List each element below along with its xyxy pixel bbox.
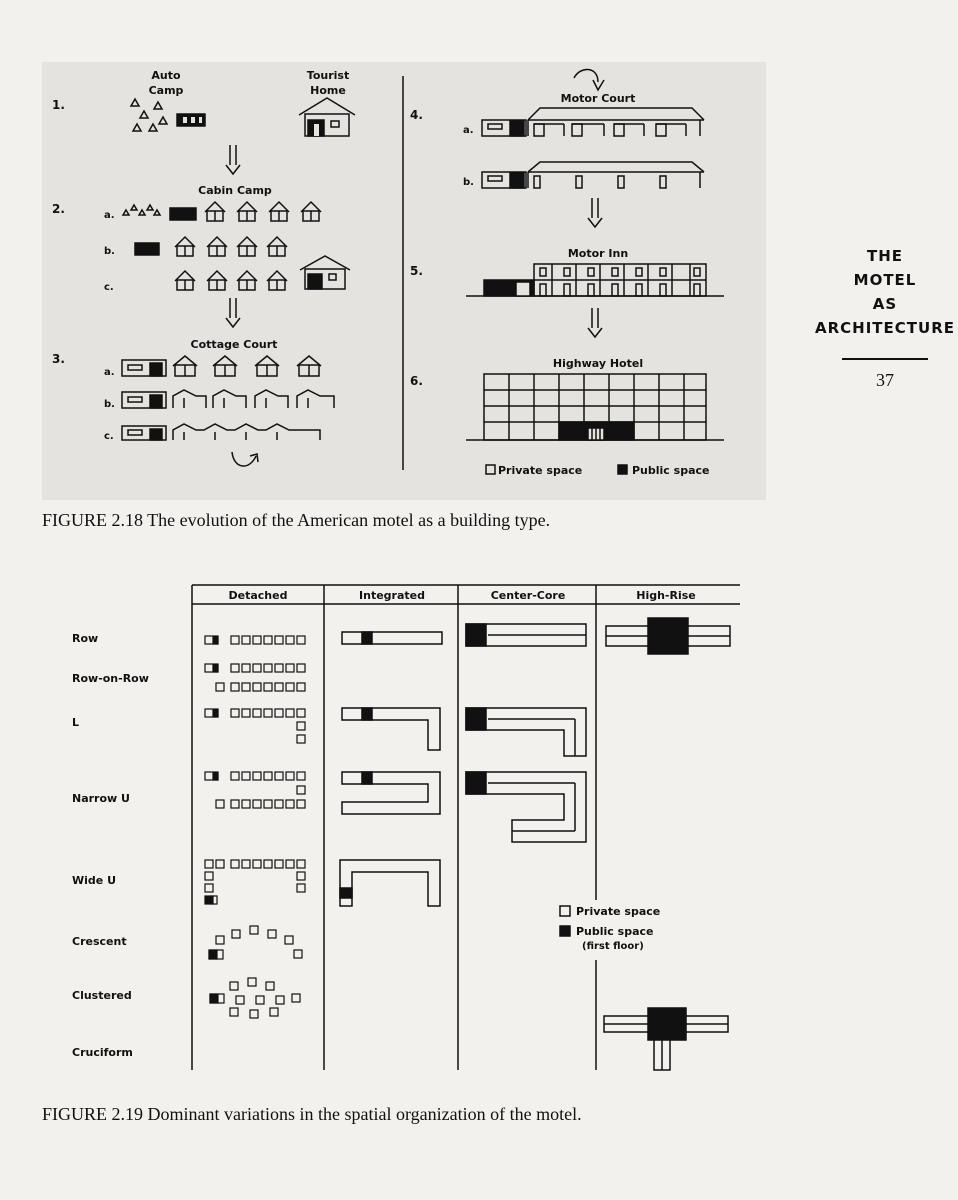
row-label: a. <box>104 210 115 221</box>
auto-camp-label: Auto Camp <box>148 69 184 97</box>
detached-narrow-u <box>205 772 305 808</box>
row-label: L <box>72 716 80 729</box>
integrated-narrow-u <box>342 772 440 814</box>
step-number: 4. <box>410 108 423 122</box>
sidebar-title-line: AS <box>872 295 898 313</box>
column-header: High-Rise <box>636 589 696 602</box>
motor-court-label: Motor Court <box>560 92 636 105</box>
integrated-l <box>342 708 440 750</box>
legend-private-label: Private space <box>576 905 661 918</box>
legend-public-swatch <box>560 926 570 936</box>
row-label: c. <box>104 282 114 293</box>
legend-private-label: Private space <box>498 464 583 477</box>
step-number: 3. <box>52 352 65 366</box>
row-label: a. <box>463 125 474 136</box>
cottage-court-label: Cottage Court <box>190 338 278 351</box>
row-label: Narrow U <box>72 792 130 805</box>
row-label: c. <box>104 431 114 442</box>
integrated-row <box>342 632 442 644</box>
sidebar-title-line: MOTEL <box>853 271 917 289</box>
step-number: 2. <box>52 202 65 216</box>
center-core-l <box>466 708 586 756</box>
row-label: Row <box>72 632 99 645</box>
figure-caption: FIGURE 2.18 The evolution of the American motel as a building type. <box>42 510 551 530</box>
row-label: Clustered <box>72 989 132 1002</box>
detached-row-on-row <box>205 664 305 691</box>
detached-crescent <box>209 926 302 959</box>
row-label: Row-on-Row <box>72 672 149 685</box>
column-header: Detached <box>228 589 288 602</box>
detached-clustered <box>210 978 300 1018</box>
legend-public-label: Public space <box>632 464 710 477</box>
detached-wide-u <box>205 860 305 904</box>
row-label: Cruciform <box>72 1046 133 1059</box>
row-label: b. <box>463 177 474 188</box>
row-label: Crescent <box>72 935 127 948</box>
figure-caption: FIGURE 2.19 Dominant variations in the spatial organization of the motel. <box>42 1104 582 1124</box>
step-number: 6. <box>410 374 423 388</box>
integrated-wide-u <box>340 860 440 906</box>
sidebar-title-line: THE <box>866 247 904 265</box>
center-core-row <box>466 624 586 646</box>
highway-hotel-label: Highway Hotel <box>552 357 644 370</box>
sidebar-title-line: ARCHITECTURE <box>815 319 955 337</box>
row-label: b. <box>104 246 115 257</box>
detached-row <box>205 636 305 644</box>
motor-inn-label: Motor Inn <box>567 247 629 260</box>
center-core-narrow-u <box>466 772 586 842</box>
legend-public-label: Public space <box>576 925 654 938</box>
cabin-camp-label: Cabin Camp <box>198 184 272 197</box>
step-number: 1. <box>52 98 65 112</box>
high-rise-cruciform <box>604 1008 728 1070</box>
legend-public-note: (first floor) <box>582 941 644 952</box>
tourist-home-label: Tourist Home <box>306 69 350 97</box>
high-rise-row <box>606 618 730 654</box>
column-header: Integrated <box>359 589 425 602</box>
row-label: a. <box>104 367 115 378</box>
legend-private-swatch <box>560 906 570 916</box>
step-number: 5. <box>410 264 423 278</box>
page-number: 37 <box>876 370 894 390</box>
row-label: b. <box>104 399 115 410</box>
row-label: Wide U <box>72 874 116 887</box>
column-header: Center-Core <box>490 589 566 602</box>
detached-l <box>205 709 305 743</box>
